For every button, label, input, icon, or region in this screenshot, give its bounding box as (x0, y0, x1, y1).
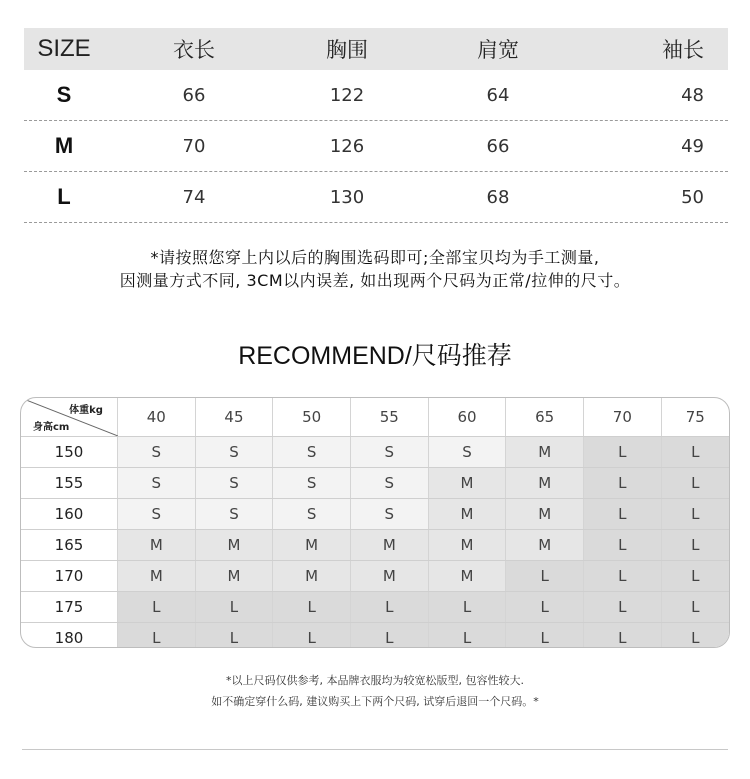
header-shoulder: 肩宽 (477, 38, 519, 62)
recommend-row (21, 591, 729, 622)
weight-header-cell: 40 (117, 398, 195, 436)
header-length: 衣长 (173, 38, 215, 62)
size-recommendation-cell: M (505, 437, 583, 467)
sleeve-value: 48 (681, 84, 704, 106)
size-recommendation-cell: M (505, 468, 583, 498)
size-recommendation-cell: S (117, 437, 195, 467)
weight-header-cell: 60 (428, 398, 506, 436)
header-size: SIZE (37, 35, 91, 62)
size-recommendation-cell: L (583, 592, 661, 622)
size-recommendation-cell: S (272, 468, 350, 498)
recommend-row (21, 622, 729, 648)
size-recommendation-cell: L (583, 530, 661, 560)
weight-header-cell: 70 (583, 398, 661, 436)
size-recommendation-cell: L (428, 623, 506, 648)
size-recommendation-cell: L (195, 592, 273, 622)
size-recommendation-cell: S (195, 437, 273, 467)
note-line-2: 因测量方式不同, 3CM以内误差, 如出现两个尺码为正常/拉伸的尺寸。 (119, 271, 631, 290)
size-recommendation-cell: L (661, 499, 729, 529)
size-recommendation-cell: M (428, 530, 506, 560)
size-recommendation-cell: S (195, 499, 273, 529)
size-recommendation-cell: L (583, 561, 661, 591)
chest-value: 130 (329, 186, 365, 208)
measurement-note (0, 246, 750, 292)
size-recommendation-cell: L (350, 592, 428, 622)
size-recommendation-cell: S (117, 499, 195, 529)
recommend-row (21, 560, 729, 591)
size-recommendation-cell: M (428, 499, 506, 529)
footer-line-2: 如不确定穿什么码, 建议购买上下两个尺码, 试穿后退回一个尺码。* (211, 695, 539, 708)
note-line-1: *请按照您穿上内以后的胸围选码即可;全部宝贝均为手工测量, (150, 248, 600, 267)
size-recommendation-cell: L (195, 623, 273, 648)
size-recommendation-cell: S (350, 437, 428, 467)
size-recommendation-cell: S (350, 468, 428, 498)
shoulder-value: 66 (486, 135, 510, 157)
recommend-row (21, 436, 729, 467)
size-recommendation-cell: M (428, 561, 506, 591)
size-recommendation-cell: S (272, 499, 350, 529)
size-recommendation-cell: M (350, 561, 428, 591)
size-label: L (57, 184, 71, 209)
size-label: M (54, 133, 74, 158)
size-row-l (24, 172, 728, 223)
height-cell: 165 (54, 536, 84, 554)
size-label: S (56, 82, 72, 107)
size-recommendation-cell: L (661, 561, 729, 591)
size-recommendation-cell: L (505, 561, 583, 591)
size-table-header (24, 28, 728, 70)
size-recommendation-cell: M (350, 530, 428, 560)
size-recommendation-cell: L (661, 468, 729, 498)
size-recommendation-cell: L (661, 437, 729, 467)
size-recommendation-cell: L (117, 623, 195, 648)
recommend-table (20, 397, 730, 648)
header-chest: 胸围 (326, 38, 368, 62)
weight-axis-label: 体重kg (69, 405, 103, 416)
size-recommendation-cell: M (505, 499, 583, 529)
size-recommendation-cell: L (583, 623, 661, 648)
size-recommendation-cell: L (583, 437, 661, 467)
size-recommendation-cell: L (505, 592, 583, 622)
size-recommendation-cell: M (272, 561, 350, 591)
height-cell: 155 (54, 474, 84, 492)
size-recommendation-cell: M (428, 468, 506, 498)
size-recommendation-cell: S (117, 468, 195, 498)
height-cell: 160 (54, 505, 84, 523)
size-recommendation-cell: S (428, 437, 506, 467)
size-recommendation-cell: M (117, 530, 195, 560)
size-recommendation-cell: L (505, 623, 583, 648)
shoulder-value: 64 (486, 84, 510, 106)
weight-header-cell: 55 (350, 398, 428, 436)
size-recommendation-cell: L (661, 623, 729, 648)
chest-value: 126 (329, 135, 365, 157)
size-recommendation-cell: L (272, 592, 350, 622)
length-value: 74 (182, 186, 206, 208)
header-sleeve: 袖长 (662, 38, 704, 62)
sleeve-value: 49 (681, 135, 704, 157)
recommend-title: RECOMMEND/尺码推荐 (238, 342, 512, 370)
size-row-s (24, 70, 728, 121)
footer-line-1: *以上尺码仅供参考, 本品牌衣服均为较宽松版型, 包容性较大. (226, 674, 524, 687)
height-cell: 150 (54, 443, 84, 461)
size-recommendation-cell: L (272, 623, 350, 648)
weight-header-cell: 65 (505, 398, 583, 436)
size-recommendation-cell: M (505, 530, 583, 560)
shoulder-value: 68 (486, 186, 510, 208)
size-recommendation-cell: L (583, 499, 661, 529)
weight-header-cell: 50 (272, 398, 350, 436)
sleeve-value: 50 (681, 186, 704, 208)
size-recommendation-cell: L (350, 623, 428, 648)
corner-cell (21, 398, 117, 436)
size-row-m (24, 121, 728, 172)
size-recommendation-cell: L (583, 468, 661, 498)
length-value: 66 (182, 84, 206, 106)
recommend-header-row (21, 398, 729, 436)
size-table (24, 28, 728, 223)
size-recommendation-cell: L (661, 592, 729, 622)
bottom-divider (22, 749, 728, 750)
chest-value: 122 (329, 84, 365, 106)
weight-header-cell: 75 (661, 398, 729, 436)
height-axis-label: 身高cm (33, 422, 70, 433)
size-recommendation-cell: M (195, 530, 273, 560)
size-recommendation-cell: S (195, 468, 273, 498)
recommend-row (21, 467, 729, 498)
size-recommendation-cell: S (272, 437, 350, 467)
size-recommendation-cell: M (195, 561, 273, 591)
recommend-row (21, 529, 729, 560)
footer-note (0, 670, 750, 712)
size-recommendation-cell: L (661, 530, 729, 560)
height-cell: 175 (54, 598, 84, 616)
height-cell: 180 (54, 629, 84, 647)
size-recommendation-cell: M (272, 530, 350, 560)
size-recommendation-cell: L (428, 592, 506, 622)
length-value: 70 (182, 135, 206, 157)
size-recommendation-cell: M (117, 561, 195, 591)
weight-header-cell: 45 (195, 398, 273, 436)
height-cell: 170 (54, 567, 84, 585)
size-recommendation-cell: S (350, 499, 428, 529)
size-recommendation-cell: L (117, 592, 195, 622)
recommend-row (21, 498, 729, 529)
